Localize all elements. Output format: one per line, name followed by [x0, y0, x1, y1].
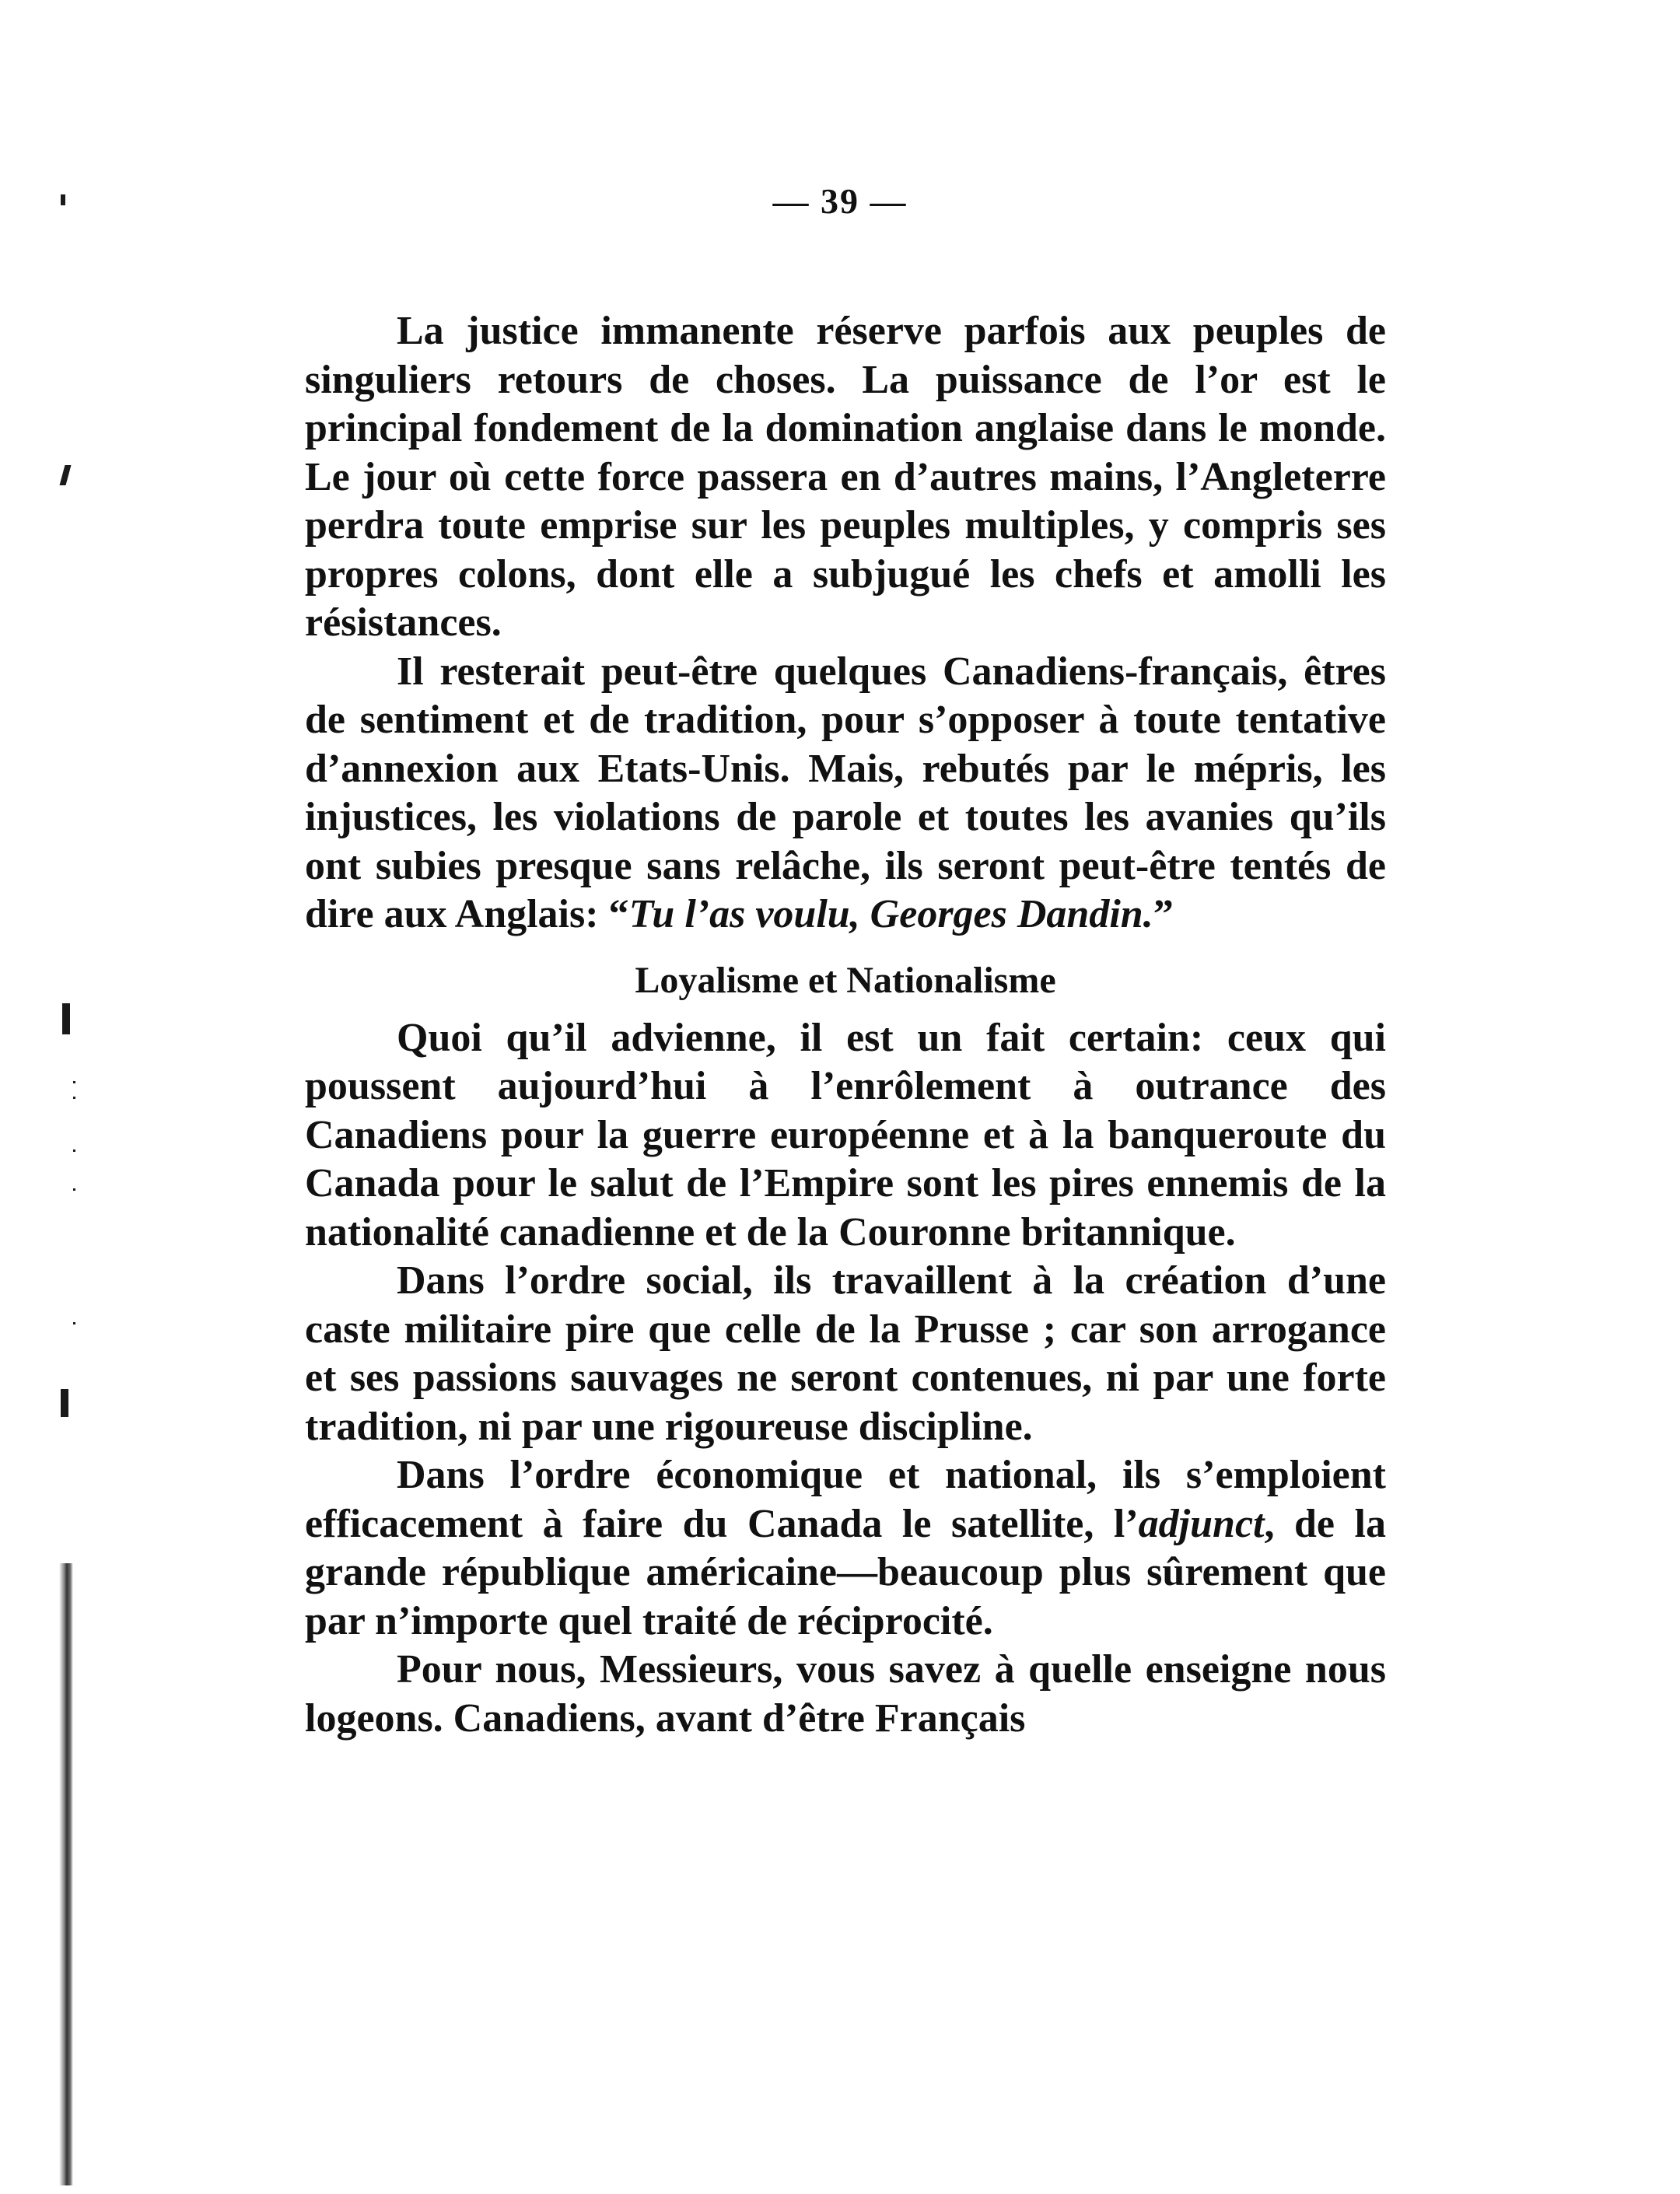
paragraph-justice-immanente: La justice immanente réserve parfois aux peuples de singuliers retours de choses. La puissance de l’or est le principal fondement de la domination anglaise dans le monde. Le jour où cette force passera en d’autres mains, l’Angleterre perdra toute emprise sur les peuples multiples, y compris ses propres colons, dont elle a subjugué les chefs et amolli les résistances.: [305, 309, 1386, 645]
closing-quote-mark: ”: [1153, 892, 1174, 936]
scan-mark: [73, 1322, 75, 1324]
paragraph-canadiens-francais: [305, 648, 1386, 940]
paragraph-ordre-social: Dans l’ordre social, ils travaillent à la création d’une caste militaire pire que celle de la Prusse ; car son arrogance et ses passions sauvages ne seront contenues, ni par une forte tradition, ni par une rigoureuse discipline.: [305, 1258, 1386, 1449]
paragraph-ordre-economique: [305, 1451, 1386, 1646]
section-heading: Loyalisme et Nationalisme: [635, 959, 1056, 1001]
scan-mark: [61, 194, 65, 205]
paragraph-pour-nous: Pour nous, Messieurs, vous savez à quelle enseigne nous logeons. Canadiens, avant d’être Français: [305, 1647, 1386, 1741]
paragraph-text: , de la grande république américaine—beaucoup plus sûrement que par n’importe quel traité de réciprocité.: [305, 1501, 1386, 1643]
scan-mark: [73, 1081, 75, 1083]
paragraph-text: Il resterait peut-être quelques Canadiens-français, êtres de sentiment et de tradition, pour s’opposer à toute tentative d’annexion aux Etats-Unis. Mais, rebutés par le mépris, les injustices, les violations de parole et toutes les avanies qu’ils ont subies presque sans relâche, ils seront peut-être tentés de dire aux Anglais: “: [305, 649, 1386, 936]
scan-mark: [61, 1389, 68, 1417]
scan-mark: [73, 1188, 75, 1191]
scan-mark: [73, 1149, 75, 1152]
georges-dandin-quote: Tu l’as voulu, Georges Dandin.: [628, 892, 1153, 936]
scan-mark: [73, 1097, 75, 1099]
scan-mark: [62, 1003, 70, 1034]
paragraph-quoi-quil-advienne: Quoi qu’il advienne, il est un fait certain: ceux qui poussent aujourd’hui à l’enrôlement à outrance des Canadiens pour la guerre européenne et à la banqueroute du Canada pour le salut de l’Empire sont les pires ennemis de la nationalité canadienne et de la Couronne britannique.: [305, 1015, 1386, 1254]
adjunct-term: adjunct: [1138, 1501, 1265, 1546]
body-text: [305, 307, 1386, 1743]
binding-edge: [59, 1563, 73, 2185]
page-number: — 39 —: [772, 181, 908, 221]
scan-mark: [60, 465, 72, 485]
paragraph-text: Dans l’ordre économique et national, ils s’emploient efficacement à faire du Canada le satellite, l’: [305, 1453, 1386, 1546]
